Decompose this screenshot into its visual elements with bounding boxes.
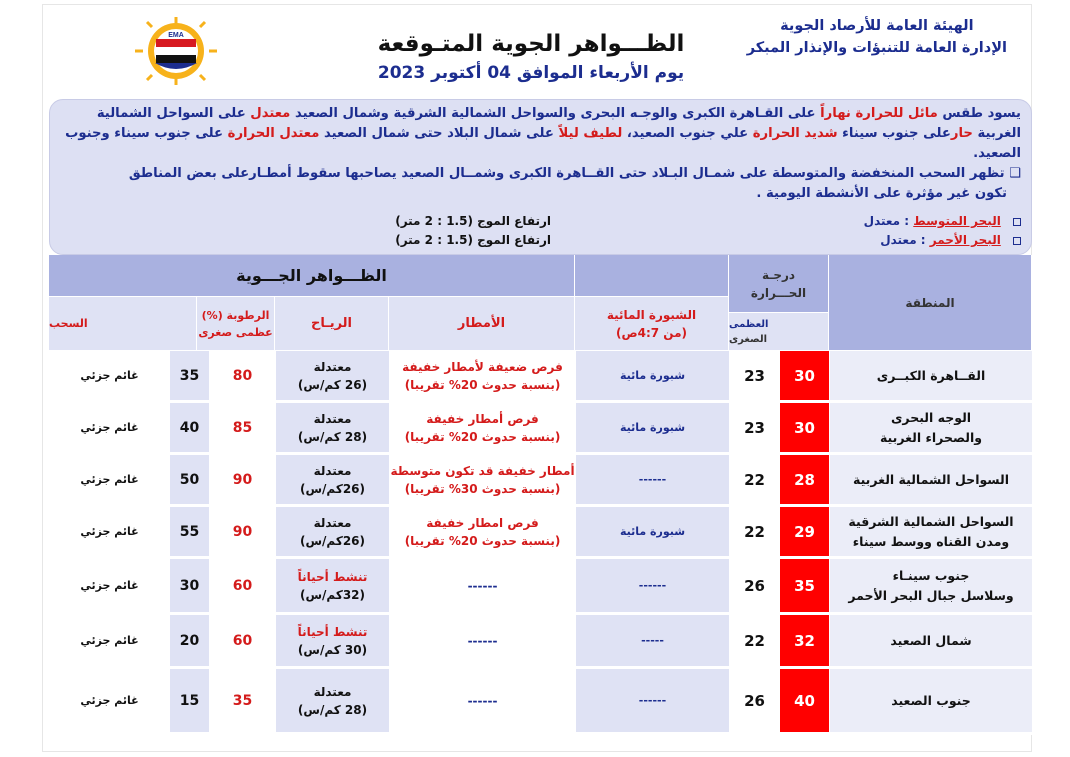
rain-cell (389, 669, 575, 732)
table-row (49, 403, 1032, 455)
humidity-max-cell: 90 (209, 455, 275, 504)
region-cell (829, 403, 1032, 452)
rain-line-2: (بنسبة حدوث 20% تقريبا) (404, 377, 561, 392)
humidity-min-cell: 40 (169, 403, 209, 452)
temp-max-cell: 40 (779, 669, 829, 732)
temp-min-cell: 26 (729, 559, 779, 612)
wind-line-1: معتدلة (313, 463, 352, 478)
rain-line-1: ------ (467, 633, 498, 648)
header-rain: الأمطار (389, 297, 575, 351)
rain-cell (389, 351, 575, 400)
header-temperature: درجـة الحـــرارة (729, 255, 829, 313)
humidity-max-cell: 60 (209, 559, 275, 612)
header-humidity: الرطوبة (%) عظمى صغرى (125, 297, 275, 351)
region-line-1: السواحل الشمالية الشرقية (848, 513, 1014, 529)
rain-line-2: (بنسبة حدوث 20% تقريبا) (404, 429, 561, 444)
humidity-max-cell: 35 (209, 669, 275, 732)
clouds-paragraph: ❑ تظهر السحب المنخفضة والمتوسطة على شمـال البـلاد حتى القــاهرة الكبرى وشمــال الصعيد يصاحبها سقوط أمطـارعلى بعض المناطق تكون غير مؤثرة على الأنشطة اليومية . (128, 166, 1021, 201)
humidity-max-cell: 90 (209, 507, 275, 556)
temp-max-cell: 30 (779, 403, 829, 452)
clouds-cell: غائم جزئي (49, 455, 169, 504)
rain-line-1: فرص امطار خفيفة (426, 515, 539, 530)
wave-height-red: ارتفاع الموج (1.5 : 2 متر) (395, 233, 551, 247)
wind-line-1: معتدلة (313, 515, 352, 530)
clouds-cell: غائم جزئي (49, 615, 169, 666)
fog-cell: ------ (575, 559, 729, 612)
temp-max-cell: 32 (779, 615, 829, 666)
org-department: الإدارة العامة للتنبؤات والإنذار المبكر (746, 40, 1007, 56)
header-wind: الريـاح (275, 297, 389, 351)
clouds-cell: غائم جزئي (49, 559, 169, 612)
wave-height-mediterranean: ارتفاع الموج (1.5 : 2 متر) (395, 214, 551, 228)
temp-max-cell: 28 (779, 455, 829, 504)
region-cell (829, 559, 1032, 612)
humidity-max-cell: 60 (209, 615, 275, 666)
table-row (49, 615, 1032, 669)
checkbox-icon: ❑ (1009, 166, 1021, 181)
region-line-1: جنوب سينـاء (892, 567, 970, 583)
rain-line-1: ------ (467, 693, 498, 708)
humidity-max-cell: 80 (209, 351, 275, 400)
temp-min-cell: 23 (729, 351, 779, 400)
humidity-min-cell: 15 (169, 669, 209, 732)
wind-cell (275, 455, 389, 504)
sea-red: البحر الأحمر : معتدل (880, 233, 1021, 247)
header-temp-max-min: العظمى الصغرى (729, 313, 829, 351)
temp-max-cell: 29 (779, 507, 829, 556)
fog-cell: ------ (575, 669, 729, 732)
humidity-max-cell: 85 (209, 403, 275, 452)
rain-cell (389, 559, 575, 612)
humidity-min-cell: 55 (169, 507, 209, 556)
humidity-min-cell: 35 (169, 351, 209, 400)
wind-cell (275, 559, 389, 612)
table-row (49, 455, 1032, 507)
wind-line-1: تنشط أحياناً (297, 624, 368, 639)
table-row (49, 351, 1032, 403)
region-cell (829, 507, 1032, 556)
wind-cell (275, 403, 389, 452)
region-cell (829, 455, 1032, 504)
header-phenomena: الظـــواهر الجـــوية (49, 255, 575, 297)
org-name: الهيئة العامة للأرصاد الجوية (780, 18, 974, 34)
temp-min-cell: 23 (729, 403, 779, 452)
region-cell (829, 351, 1032, 400)
fog-cell: شبورة مائية (575, 351, 729, 400)
table-row (49, 507, 1032, 559)
temp-min-cell: 22 (729, 507, 779, 556)
clouds-cell: غائم جزئي (49, 403, 169, 452)
temp-min-cell: 22 (729, 615, 779, 666)
region-line-1: جنوب الصعيد (891, 692, 971, 708)
wind-cell (275, 669, 389, 732)
rain-line-1: فرص أمطار خفيفة (426, 411, 539, 426)
fog-cell: ----- (575, 615, 729, 666)
wind-line-2: (28 كم/س) (297, 429, 368, 444)
region-line-2: ومدن القناه ووسط سيناء (852, 533, 1010, 549)
ema-logo (135, 17, 217, 85)
header-fog-band (575, 255, 729, 297)
humidity-min-cell: 30 (169, 559, 209, 612)
temp-min-cell: 22 (729, 455, 779, 504)
forecast-date: يوم الأربعاء الموافق 04 أكتوبر 2023 (377, 63, 685, 83)
checkbox-icon (1013, 237, 1021, 245)
wind-line-2: (32كم/س) (300, 587, 366, 602)
region-line-1: شمال الصعيد (890, 632, 972, 648)
humidity-min-cell: 50 (169, 455, 209, 504)
wind-line-2: (30 كم/س) (297, 642, 368, 657)
wind-line-1: معتدلة (313, 359, 352, 374)
wind-line-2: (26 كم/س) (297, 377, 368, 392)
rain-cell (389, 403, 575, 452)
wind-cell (275, 615, 389, 666)
header-region: المنطقة (829, 255, 1032, 351)
table-row (49, 559, 1032, 615)
header-fog: الشبورة المائية (من 4:7ص) (575, 297, 729, 351)
table-row (49, 669, 1032, 735)
wind-line-1: معتدلة (313, 411, 352, 426)
fog-cell: شبورة مائية (575, 403, 729, 452)
wind-cell (275, 507, 389, 556)
forecast-sheet (42, 4, 1032, 752)
region-line-1: القــاهرة الكبــرى (876, 367, 986, 383)
fog-cell: شبورة مائية (575, 507, 729, 556)
temp-max-cell: 35 (779, 559, 829, 612)
region-line-2: والصحراء الغربية (879, 429, 983, 445)
page-title: الظـــواهر الجوية المتـوقعة (377, 31, 685, 57)
forecast-paragraph: يسود طقس مائل للحرارة نهاراً على القـاهرة الكبرى والوجـه البحرى والسواحل الشمالية الشرقية وشمال الصعيد معتدل على السواحل الشمالية الغربية حارعلى جنوب سيناء شديد الحرارة علي جنوب الصعيد، لطيف ليلاً على شمال البلاد حتى شمال الصعيد معتدل الحرارة على جنوب سيناء وجنوب الصعيد. (65, 106, 1021, 161)
region-cell (829, 615, 1032, 666)
forecast-summary (49, 99, 1032, 255)
sea-mediterranean: البحر المتوسط : معتدل (864, 214, 1021, 228)
wind-line-2: (26كم/س) (300, 533, 366, 548)
clouds-cell: غائم جزئي (49, 507, 169, 556)
temp-max-cell: 30 (779, 351, 829, 400)
organization-header (747, 15, 1007, 59)
rain-cell (389, 455, 575, 504)
wind-line-1: معتدلة (313, 684, 352, 699)
region-line-1: السواحل الشمالية الغربية (852, 471, 1010, 487)
region-line-1: الوجه البحرى (890, 409, 972, 425)
clouds-cell: غائم جزئي (49, 351, 169, 400)
region-cell (829, 669, 1032, 732)
rain-line-1: أمطار خفيفة قد تكون متوسطة (390, 463, 575, 478)
forecast-table (49, 255, 1032, 749)
wind-line-1: تنشط أحياناً (297, 569, 368, 584)
wind-line-2: (26كم/س) (300, 481, 366, 496)
clouds-cell: غائم جزئي (49, 669, 169, 732)
temp-min-cell: 26 (729, 669, 779, 732)
checkbox-icon (1013, 218, 1021, 226)
wind-line-2: (28 كم/س) (297, 702, 368, 717)
logo-text: EMA (168, 32, 184, 39)
rain-line-1: فرص ضعيفة لأمطار خفيفة (402, 359, 563, 374)
rain-line-1: ------ (467, 578, 498, 593)
humidity-min-cell: 20 (169, 615, 209, 666)
rain-cell (389, 507, 575, 556)
document-title (361, 29, 701, 87)
fog-cell: ------ (575, 455, 729, 504)
rain-cell (389, 615, 575, 666)
header-clouds: السحب (49, 297, 197, 351)
region-line-2: وسلاسل جبال البحر الأحمر (848, 587, 1014, 603)
rain-line-2: (بنسبة حدوث 20% تقريبا) (404, 533, 561, 548)
wind-cell (275, 351, 389, 400)
rain-line-2: (بنسبة حدوث 30% تقريبا) (404, 481, 561, 496)
